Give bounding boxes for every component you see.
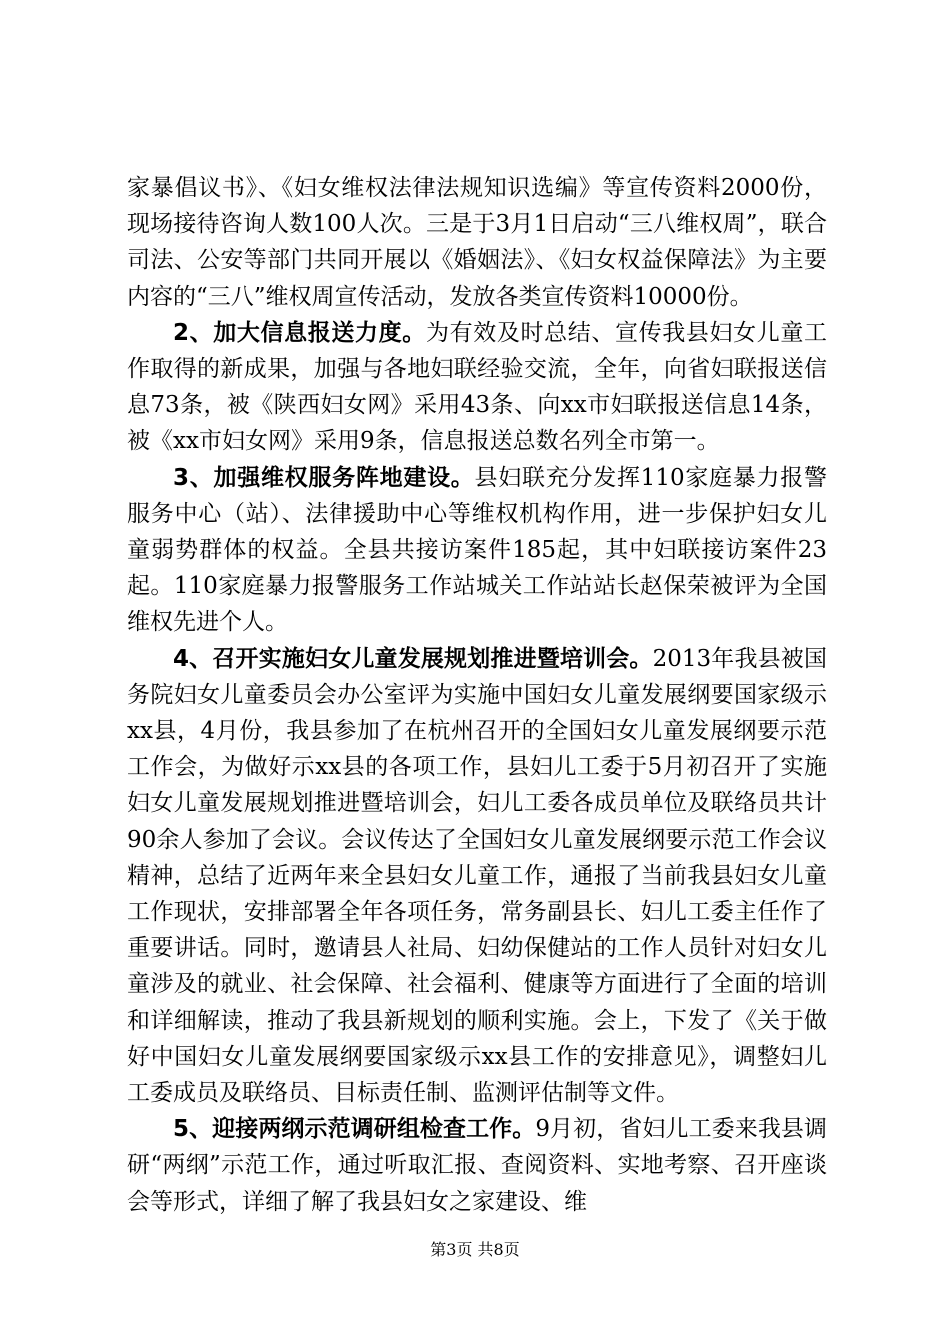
paragraph-heading: 2、加大信息报送力度。 <box>173 319 426 346</box>
paragraph-text: 2013年我县被国务院妇女儿童委员会办公室评为实施中国妇女儿童发展纲要国家级示xx县，4月份，我县参加了在杭州召开的全国妇女儿童发展纲要示范工作会，为做好示xx县的各项工作，县妇儿工委于5月初召开了实施妇女儿童发展规划推进暨培训会，妇儿工委各成员单位及联络员共计90余人参加了会议。会议传达了全国妇女儿童发展纲要示范工作会议精神，总结了近两年来全县妇女儿童工作，通报了当前我县妇女儿童工作现状，安排部署全年各项任务，常务副县长、妇儿工委主任作了重要讲话。同时，邀请县人社局、妇幼保健站的工作人员针对妇女儿童涉及的就业、社会保障、社会福利、健康等方面进行了全面的培训和详细解读，推动了我县新规划的顺利实施。会上，下发了《关于做好中国妇女儿童发展纲要国家级示xx县工作的安排意见》，调整妇儿工委成员及联络员、目标责任制、监测评估制等文件。 <box>127 645 827 1107</box>
paragraph-text: 为有效及时总结、宣传我县妇女儿童工作取得的新成果，加强与各地妇联经验交流，全年，向省妇联报送信息73条，被《陕西妇女网》采用43条、向xx市妇联报送信息14条，被《xx市妇女网》采用9条，信息报送总数名列全市第一。 <box>127 319 828 455</box>
paragraph-heading: 5、迎接两纲示范调研组检查工作。 <box>173 1116 536 1143</box>
paragraph-heading: 4、召开实施妇女儿童发展规划推进暨培训会。 <box>173 645 653 672</box>
paragraph-heading: 3、加强维权服务阵地建设。 <box>173 464 475 491</box>
paragraph-inspection <box>127 1111 827 1220</box>
page-number-footer: 第3页 共8页 <box>430 1240 520 1259</box>
document-body <box>127 170 827 1220</box>
paragraph-rights-service <box>127 460 827 641</box>
paragraph-text: 县妇联充分发挥110家庭暴力报警服务中心（站）、法律援助中心等维权机构作用，进一步保护妇女儿童弱势群体的权益。全县共接访案件185起，其中妇联接访案件23起。110家庭暴力报警服务工作站城关工作站站长赵保荣被评为全国维权先进个人。 <box>127 464 827 636</box>
paragraph-info-reporting <box>127 315 827 460</box>
paragraph-training-meeting <box>127 641 827 1112</box>
paragraph-continuation <box>127 170 827 315</box>
paragraph-text: 家暴倡议书》、《妇女维权法律法规知识选编》等宣传资料2000份，现场接待咨询人数100人次。三是于3月1日启动“三八维权周”，联合司法、公安等部门共同开展以《婚姻法》、《妇女权益保障法》为主要内容的“三八”维权周宣传活动，发放各类宣传资料10000份。 <box>127 175 827 310</box>
paragraph-text: 9月初，省妇儿工委来我县调研“两纲”示范工作，通过听取汇报、查阅资料、实地考察、召开座谈会等形式，详细了解了我县妇女之家建设、维 <box>127 1116 827 1215</box>
